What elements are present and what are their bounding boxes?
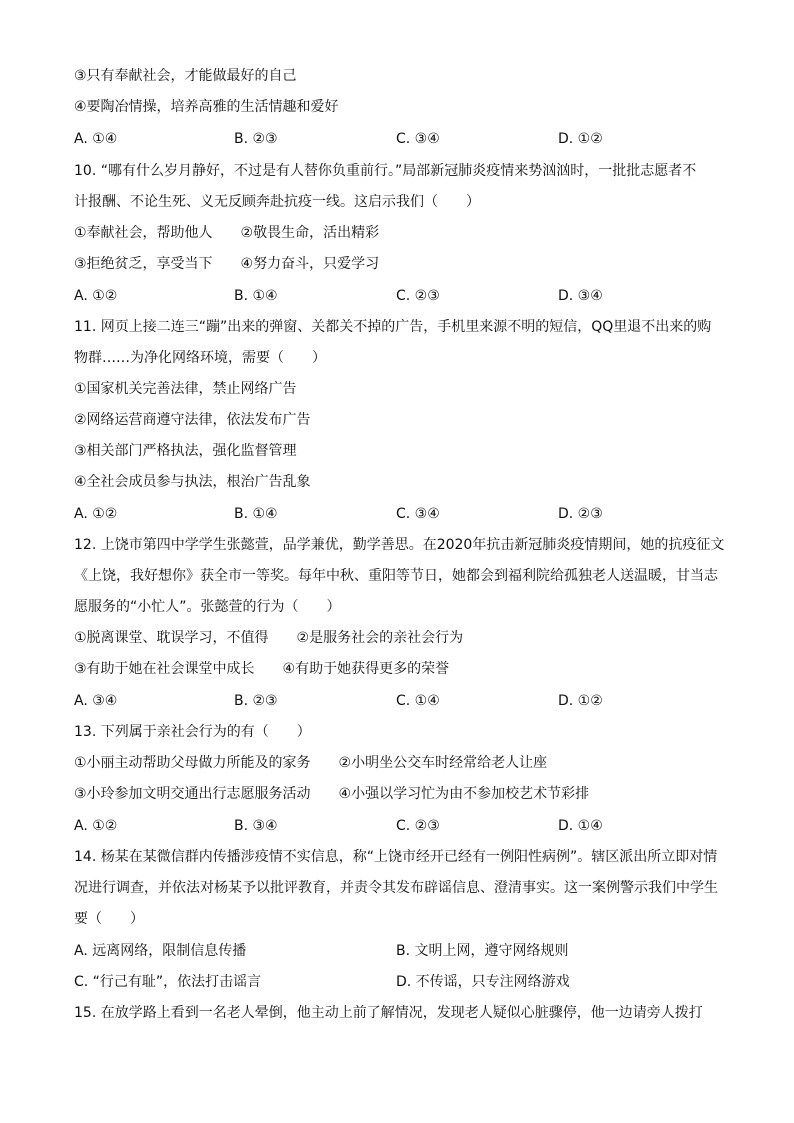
q11-item-4: ④全社会成员参与执法，根治广告乱象 [74, 474, 311, 490]
q13-option-c[interactable]: C. ②③ [396, 818, 440, 834]
q10-stem-line-2: 计报酬、不论生死、义无反顾奔赴抗疫一线。这启示我们（ ） [74, 194, 480, 210]
q11-stem-line-2: 物群……为净化网络环境，需要（ ） [74, 350, 326, 366]
q14-option-d[interactable]: D. 不传谣，只专注网络游戏 [396, 974, 570, 990]
q13-items-line-1: ①小丽主动帮助父母做力所能及的家务 ②小明坐公交车时经常给老人让座 [74, 755, 548, 771]
q13-option-b[interactable]: B. ③④ [234, 818, 278, 834]
q12-items-line-1: ①脱离课堂、耽误学习，不值得 ②是服务社会的亲社会行为 [74, 630, 464, 646]
q13-options [74, 817, 734, 835]
q14-option-c[interactable]: C. “行己有耻”，依法打击谣言 [74, 974, 262, 990]
q14-options-row-1 [74, 942, 734, 960]
q10-items-line-2: ③拒绝贫乏，享受当下 ④努力奋斗，只爱学习 [74, 256, 380, 272]
q13-option-a[interactable]: A. ①② [74, 818, 118, 834]
q11-options [74, 505, 734, 523]
q15-stem-line-1: 15. 在放学路上看到一名老人晕倒，他主动上前了解情况，发现老人疑似心脏骤停，他一边请旁人拨打 [74, 1005, 703, 1021]
q11-item-1: ①国家机关完善法律，禁止网络广告 [74, 381, 297, 397]
q9-option-c[interactable]: C. ③④ [396, 131, 440, 147]
q11-option-c[interactable]: C. ③④ [396, 506, 440, 522]
q9-item-4: ④要陶冶情操，培养高雅的生活情趣和爱好 [74, 99, 339, 115]
q11-item-2: ②网络运营商遵守法律，依法发布广告 [74, 412, 311, 428]
q14-stem-line-3: 要（ ） [74, 911, 144, 927]
q12-options [74, 692, 734, 710]
q10-option-d[interactable]: D. ③④ [558, 288, 603, 304]
q12-stem-line-2: 《上饶，我好想你》获全市一等奖。每年中秋、重阳等节日，她都会到福利院给孤独老人送温暖，甘当志 [74, 568, 718, 584]
q11-stem-line-1: 11. 网页上接二连三“蹦”出来的弹窗、关都关不掉的广告，手机里来源不明的短信，QQ里退不出来的购 [74, 319, 712, 335]
q12-stem-line-3: 愿服务的“小忙人”。张懿萱的行为（ ） [74, 599, 341, 615]
q14-options-row-2 [74, 973, 734, 991]
q13-items-line-2: ③小玲参加文明交通出行志愿服务活动 ④小强以学习忙为由不参加校艺术节彩排 [74, 786, 590, 802]
q14-stem-line-1: 14. 杨某在某微信群内传播涉疫情不实信息，称“上饶市经开已经有一例阳性病例”。辖区派出所立即对情 [74, 849, 718, 865]
q10-option-b[interactable]: B. ①④ [234, 288, 278, 304]
q10-stem-line-1: 10. “哪有什么岁月静好，不过是有人替你负重前行。”局部新冠肺炎疫情来势汹汹时，一批批志愿者不 [74, 163, 697, 179]
q13-stem-line-1: 13. 下列属于亲社会行为的有（ ） [74, 724, 311, 740]
q9-option-d[interactable]: D. ①② [558, 131, 603, 147]
q14-option-a[interactable]: A. 远离网络，限制信息传播 [74, 943, 247, 959]
q9-options [74, 130, 734, 148]
q9-option-a[interactable]: A. ①④ [74, 131, 118, 147]
q14-option-b[interactable]: B. 文明上网，遵守网络规则 [396, 943, 569, 959]
q10-options [74, 287, 734, 305]
q11-option-b[interactable]: B. ①④ [234, 506, 278, 522]
q12-stem-line-1: 12. 上饶市第四中学学生张懿萱，品学兼优，勤学善思。在2020年抗击新冠肺炎疫情期间，她的抗疫征文 [74, 537, 725, 553]
q12-option-c[interactable]: C. ①④ [396, 693, 440, 709]
q12-option-b[interactable]: B. ②③ [234, 693, 278, 709]
q13-option-d[interactable]: D. ①④ [558, 818, 603, 834]
q11-option-a[interactable]: A. ①② [74, 506, 118, 522]
q10-option-c[interactable]: C. ②③ [396, 288, 440, 304]
q14-stem-line-2: 况进行调查，并依法对杨某予以批评教育，并责令其发布辟谣信息、澄清事实。这一案例警示我们中学生 [74, 880, 718, 896]
q12-option-a[interactable]: A. ③④ [74, 693, 118, 709]
q10-items-line-1: ①奉献社会，帮助他人 ②敬畏生命，活出精彩 [74, 225, 380, 241]
q9-item-3: ③只有奉献社会，才能做最好的自己 [74, 68, 297, 84]
q11-item-3: ③相关部门严格执法，强化监督管理 [74, 443, 297, 459]
q12-option-d[interactable]: D. ①② [558, 693, 603, 709]
q12-items-line-2: ③有助于她在社会课堂中成长 ④有助于她获得更多的荣誉 [74, 661, 450, 677]
q10-option-a[interactable]: A. ①② [74, 288, 118, 304]
q11-option-d[interactable]: D. ②③ [558, 506, 603, 522]
q9-option-b[interactable]: B. ②③ [234, 131, 278, 147]
